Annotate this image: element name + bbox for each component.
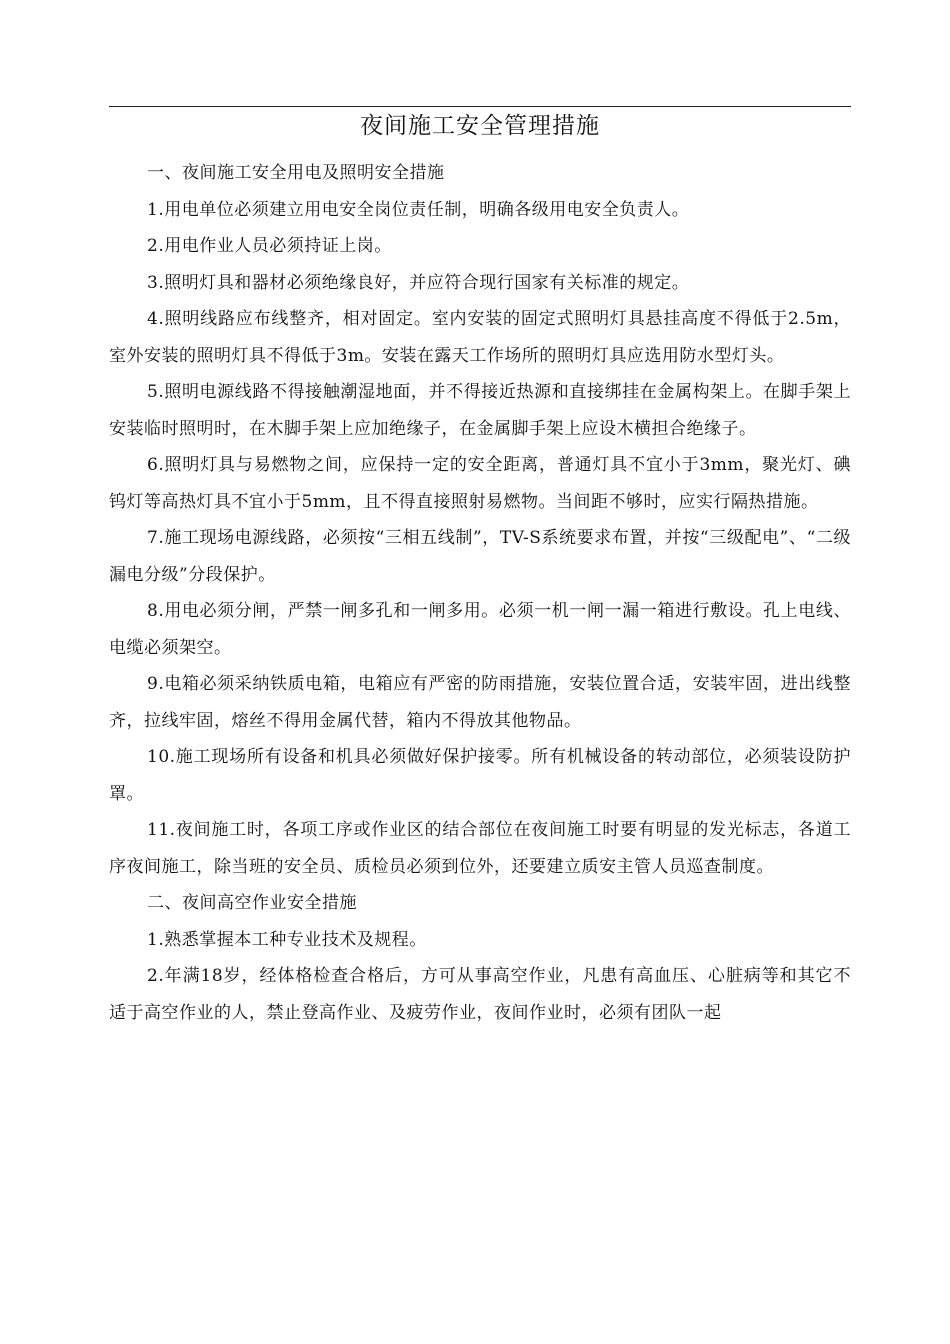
section-heading-2: 二、夜间高空作业安全措施 <box>147 893 357 913</box>
paragraph-1-4: 4.照明线路应布线整齐，相对固定。室内安装的固定式照明灯具悬挂高度不得低于2.5m，室外安装的照明灯具不得低于3m。安装在露天工作场所的照明灯具应选用防水型灯头。 <box>109 309 851 366</box>
paragraph-1-10: 10.施工现场所有设备和机具必须做好保护接零。所有机械设备的转动部位，必须装设防护罩。 <box>109 747 851 804</box>
paragraph-1-9: 9.电箱必须采纳铁质电箱，电箱应有严密的防雨措施，安装位置合适，安装牢固，进出线整齐，拉线牢固，熔丝不得用金属代替，箱内不得放其他物品。 <box>109 674 851 731</box>
paragraph-1-1: 1.用电单位必须建立用电安全岗位责任制，明确各级用电安全负责人。 <box>147 199 690 220</box>
document-title: 夜间施工安全管理措施 <box>360 113 600 139</box>
paragraph-2-1: 1.熟悉掌握本工种专业技术及规程。 <box>147 929 427 950</box>
paragraph-1-11: 11.夜间施工时，各项工序或作业区的结合部位在夜间施工时要有明显的发光标志，各道工序夜间施工，除当班的安全员、质检员必须到位外，还要建立质安主管人员巡查制度。 <box>109 820 851 877</box>
paragraph-1-8: 8.用电必须分闸，严禁一闸多孔和一闸多用。必须一机一闸一漏一箱进行敷设。孔上电线、电缆必须架空。 <box>109 601 851 658</box>
paragraph-1-6: 6.照明灯具与易燃物之间，应保持一定的安全距离，普通灯具不宜小于3mm，聚光灯、碘钨灯等高热灯具不宜小于5mm，且不得直接照射易燃物。当间距不够时，应实行隔热措施。 <box>109 455 851 512</box>
document-body <box>109 155 851 1031</box>
paragraph-1-3: 3.照明灯具和器材必须绝缘良好，并应符合现行国家有关标准的规定。 <box>147 272 690 293</box>
paragraph-1-2: 2.用电作业人员必须持证上岗。 <box>147 236 392 256</box>
section-heading-1: 一、夜间施工安全用电及照明安全措施 <box>147 163 445 183</box>
paragraph-1-5: 5.照明电源线路不得接触潮湿地面，并不得接近热源和直接绑挂在金属构架上。在脚手架上安装临时照明时，在木脚手架上应加绝缘子，在金属脚手架上应设木横担合绝缘子。 <box>109 382 851 439</box>
header-rule <box>109 106 851 107</box>
paragraph-2-2: 2.年满18岁，经体格检查合格后，方可从事高空作业，凡患有高血压、心脏病等和其它不适于高空作业的人，禁止登高作业、及疲劳作业，夜间作业时，必须有团队一起 <box>109 966 851 1023</box>
paragraph-1-7: 7.施工现场电源线路，必须按“三相五线制”，TV-S系统要求布置，并按“三级配电”、“二级漏电分级”分段保护。 <box>109 528 851 585</box>
